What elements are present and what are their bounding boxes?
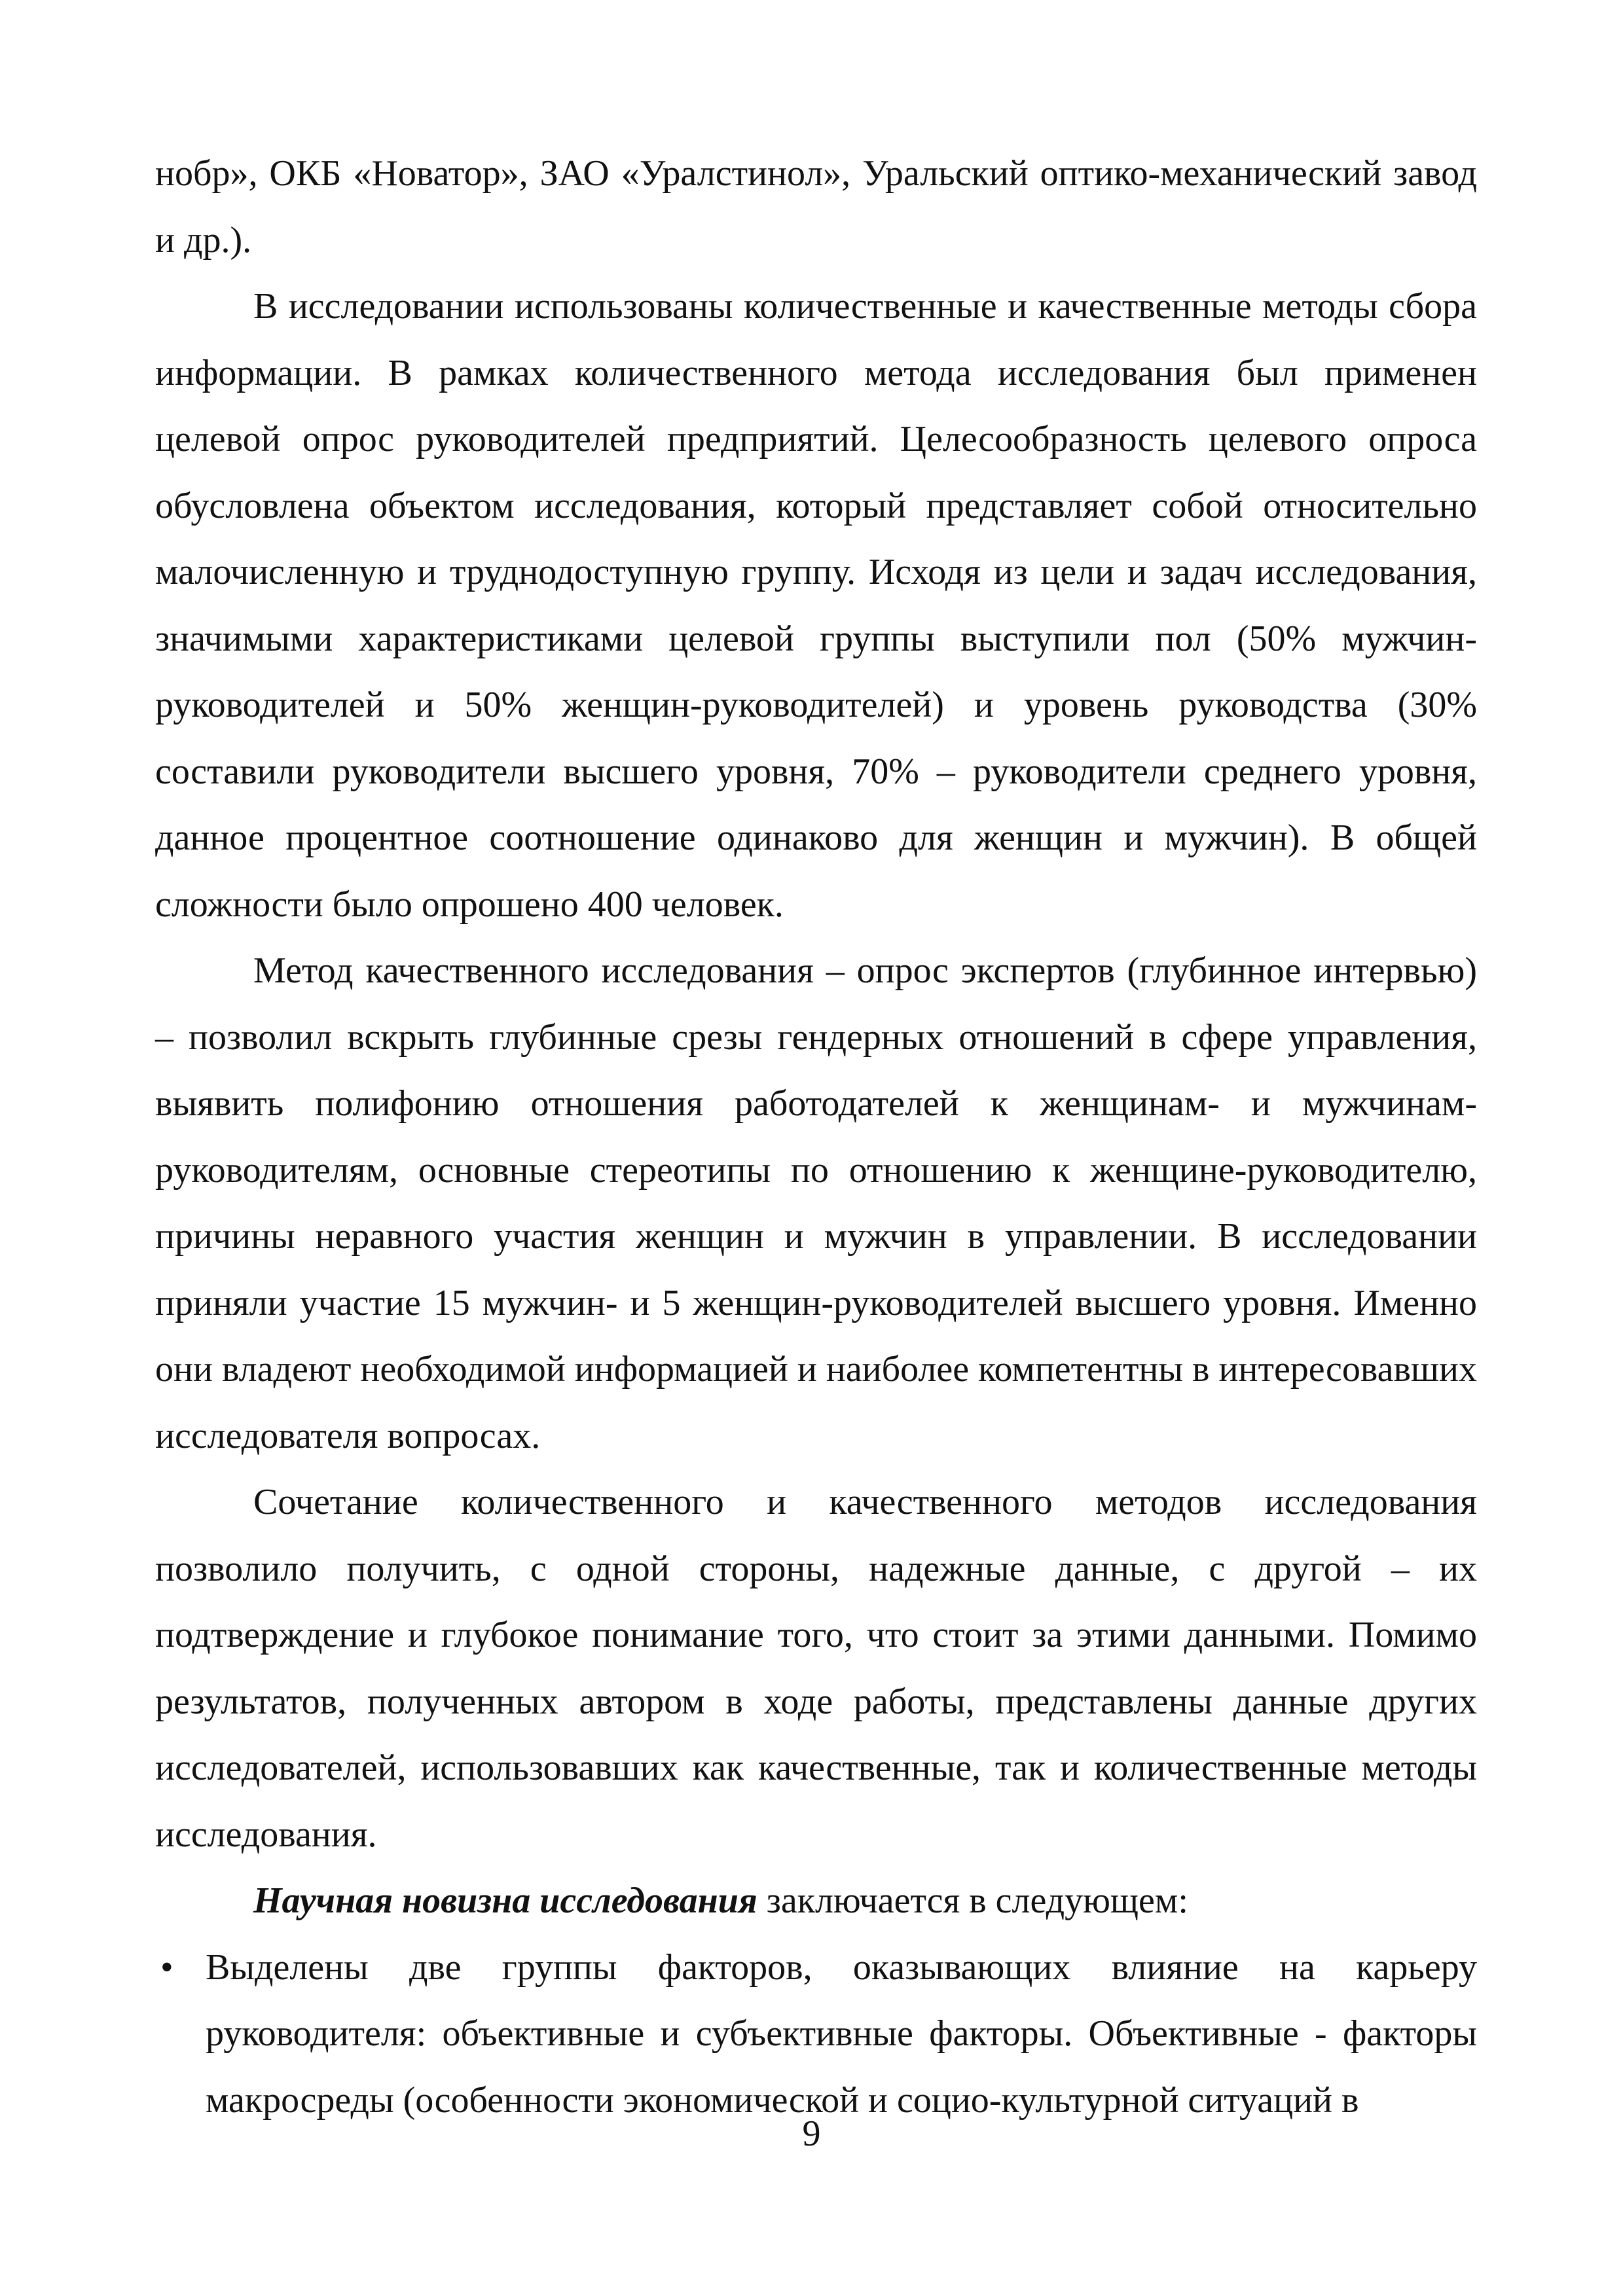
paragraph-4: Сочетание количественного и качественного методов исследования позволило получить, с одной стороны, надежные данные, с другой – их подтверждение и глубокое понимание того, что стоит за этими данными. Помимо результатов, полученных автором в ходе работы, представлены данные других исследователей, использовавших как качественные, так и количественные методы исследования.: [155, 1482, 1477, 1855]
list-item: [155, 1935, 1477, 2134]
paragraph-5-text: заключается в следующем:: [757, 1880, 1188, 1921]
scientific-novelty-heading: Научная новизна исследования: [253, 1880, 757, 1921]
page-number: 9: [802, 2113, 821, 2154]
paragraph-2: В исследовании использованы количественные и качественные методы сбора информации. В рамках количественного метода исследования был применен целевой опрос руководителей предприятий. Целесообразность целевого опроса обусловлена объектом исследования, который представляет собой относительно малочисленную и труднодоступную группу. Исходя из цели и задач исследования, значимыми характеристиками целевой группы выступили пол (50% мужчин-руководителей и 50% женщин-руководителей) и уровень руководства (30% составили руководители высшего уровня, 70% – руководители среднего уровня, данное процентное соотношение одинаково для женщин и мужчин). В общей сложности было опрошено 400 человек.: [155, 286, 1477, 925]
paragraph-3: Метод качественного исследования – опрос экспертов (глубинное интервью) – позволил вскрыть глубинные срезы гендерных отношений в сфере управления, выявить полифонию отношения работодателей к женщинам- и мужчинам-руководителям, основные стереотипы по отношению к женщине-руководителю, причины неравного участия женщин и мужчин в управлении. В исследовании приняли участие 15 мужчин- и 5 женщин-руководителей высшего уровня. Именно они владеют необходимой информацией и наиболее компетентны в интересовавших исследователя вопросах.: [155, 950, 1477, 1456]
bullet-icon: •: [160, 1946, 173, 1988]
body-text: [155, 141, 1477, 2134]
list-item-text: Выделены две группы факторов, оказывающих влияние на карьеру руководителя: объективные и субъективные факторы. Объективные - факторы макросреды (особенности экономической и социо-культурной ситуаций в: [206, 1946, 1477, 2121]
paragraph-5: [155, 1868, 1477, 1935]
paragraph-1: нобр», ОКБ «Новатор», ЗАО «Уралстинол», Уральский оптико-механический завод и др.).: [155, 153, 1477, 260]
novelty-list: [155, 1935, 1477, 2134]
